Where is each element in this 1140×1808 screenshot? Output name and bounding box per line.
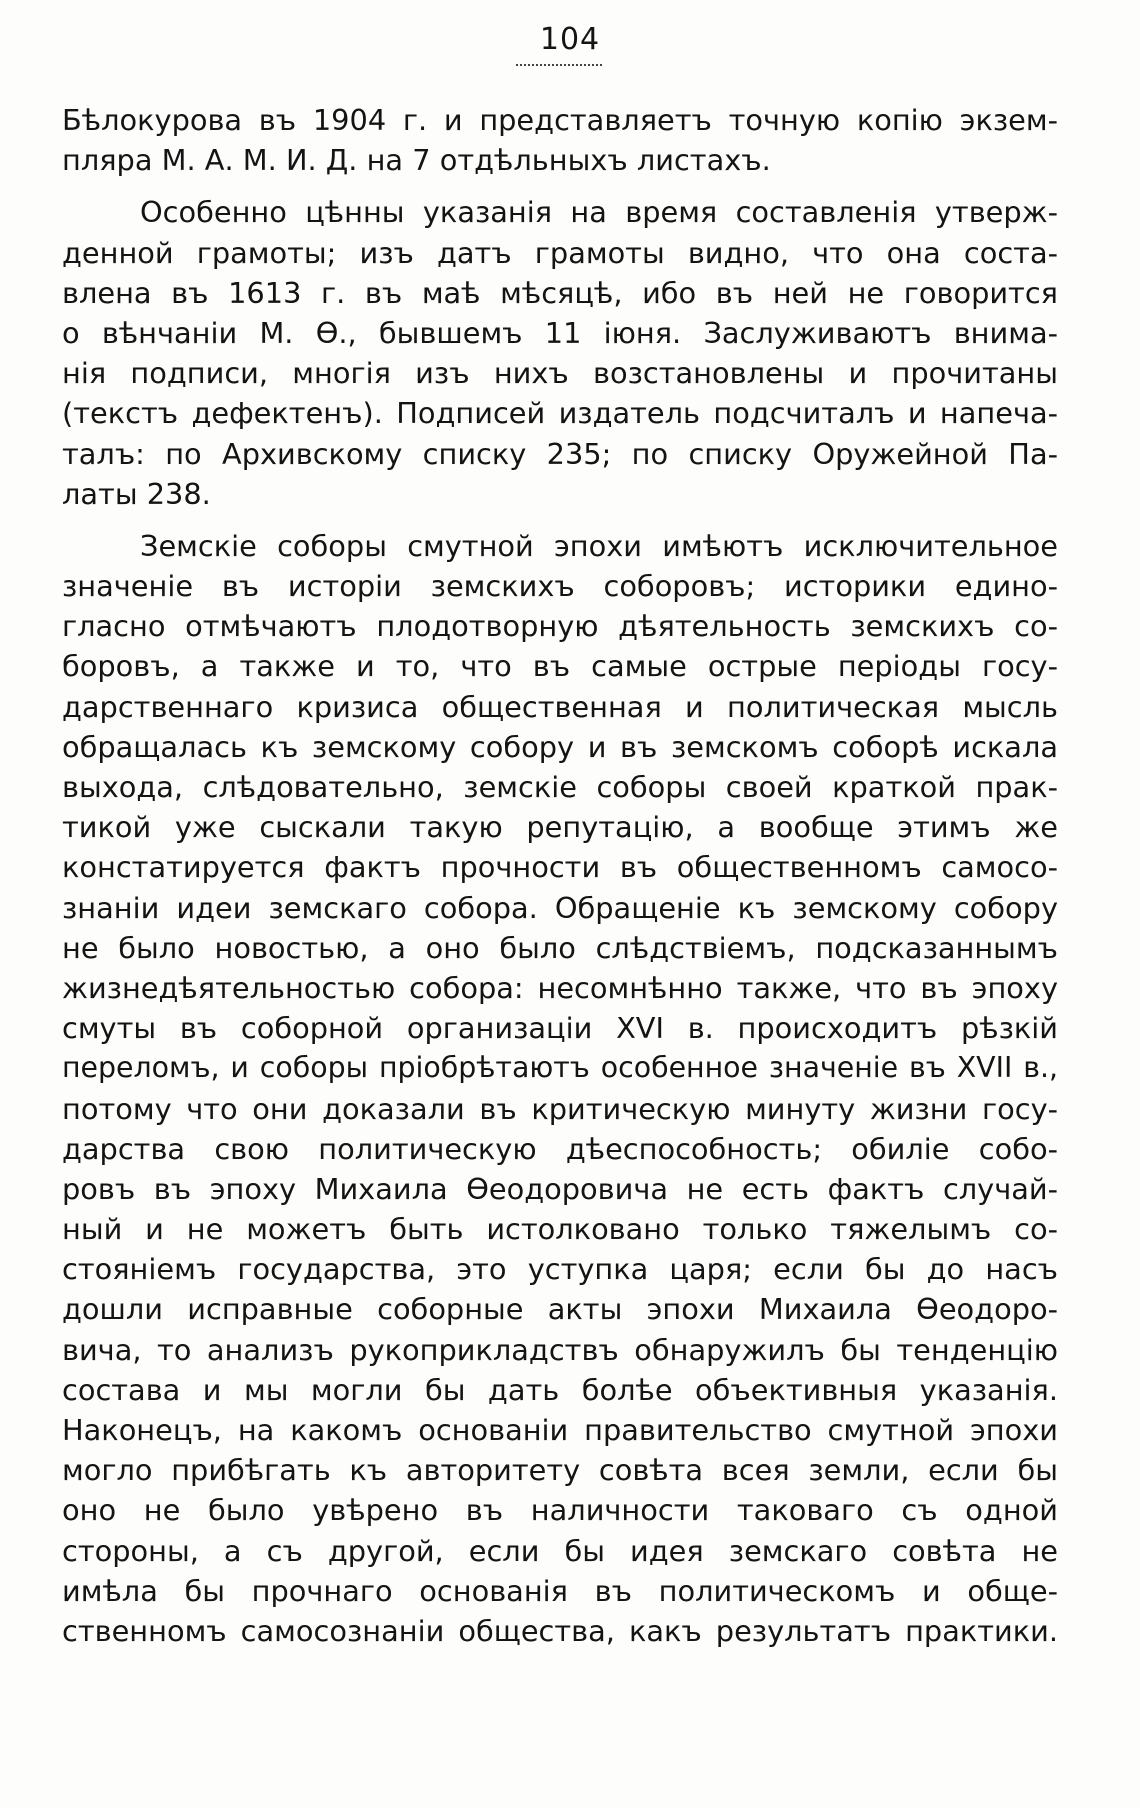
text-line: ный и не можетъ быть истолковано только тяжелымъ со- <box>62 1212 1058 1247</box>
paragraph-3 <box>62 526 1058 1651</box>
text-line: имѣла бы прочнаго основанія въ политическомъ и обще- <box>62 1573 1058 1608</box>
text-line: о вѣнчаніи М. Ѳ., бывшемъ 11 іюня. Заслуживаютъ внима- <box>62 315 1058 350</box>
text-line: ровъ въ эпоху Михаила Ѳеодоровича не есть фактъ случай- <box>62 1171 1058 1206</box>
text-line: нія подписи, многія изъ нихъ возстановлены и прочитаны <box>62 356 1058 391</box>
text-line: вича, то анализъ рукоприкладствъ обнаружилъ бы тенденцію <box>62 1332 1058 1367</box>
text-line: гласно отмѣчаютъ плодотворную дѣятельность земскихъ со- <box>62 609 1058 644</box>
text-line: выхода, слѣдовательно, земскіе соборы своей краткой прак- <box>62 770 1058 804</box>
text-line: Бѣлокурова въ 1904 г. и представляетъ точную копію экзем- <box>62 103 1058 137</box>
text-line: ственномъ самосознаніи общества, какъ результатъ практики. <box>62 1613 1058 1648</box>
text-line: оно не было увѣрено въ наличности таковаго съ одной <box>62 1493 1058 1528</box>
page-number: 104 <box>539 22 601 57</box>
text-line: смуты въ соборной организаціи XVI в. происходитъ рѣзкій <box>62 1011 1058 1046</box>
text-line: обращалась къ земскому собору и въ земскомъ соборѣ искала <box>62 729 1058 764</box>
page-text <box>62 100 1058 1651</box>
text-line: латы 238. <box>62 476 211 511</box>
paragraph-gap <box>62 514 1058 526</box>
text-line: могло прибѣгать къ авторитету совѣта всея земли, если бы <box>62 1453 1058 1488</box>
text-line: стороны, а съ другой, если бы идея земскаго совѣта не <box>62 1533 1058 1568</box>
text-line: жизнедѣятельностью собора: несомнѣнно также, что въ эпоху <box>62 970 1058 1005</box>
paragraph-gap <box>62 180 1058 192</box>
paragraph-2 <box>62 192 1058 514</box>
page-number-rule <box>516 64 602 66</box>
text-line: дарственнаго кризиса общественная и политическая мысль <box>62 689 1058 724</box>
text-line: Особенно цѣнны указанія на время составленія утверж- <box>140 195 1058 230</box>
text-line: (текстъ дефектенъ). Подписей издатель подсчиталъ и напеча- <box>62 396 1058 431</box>
text-line: состава и мы могли бы дать болѣе объективныя указанія. <box>62 1372 1058 1407</box>
text-line: переломъ, и соборы пріобрѣтаютъ особенное значеніе въ XVII в., <box>62 1051 1058 1085</box>
text-line: пляра М. А. М. И. Д. на 7 отдѣльныхъ листахъ. <box>62 143 771 178</box>
text-line: дошли исправные соборные акты эпохи Михаила Ѳеодоро- <box>62 1292 1058 1327</box>
text-line: Наконецъ, на какомъ основаніи правительство смутной эпохи <box>62 1413 1058 1447</box>
paragraph-1 <box>62 100 1058 180</box>
text-line: денной грамоты; изъ датъ грамоты видно, что она соста- <box>62 235 1058 270</box>
text-line: дарства свою политическую дѣеспособность; обиліе собо- <box>62 1131 1058 1166</box>
text-line: констатируется фактъ прочности въ общественномъ самосо- <box>62 850 1058 885</box>
text-line: талъ: по Архивскому списку 235; по списку Оружейной Па- <box>62 436 1058 471</box>
text-line: влена въ 1613 г. въ маѣ мѣсяцѣ, ибо въ ней не говорится <box>62 275 1058 310</box>
text-line: Земскіе соборы смутной эпохи имѣютъ исключительное <box>140 528 1058 563</box>
text-line: не было новостью, а оно было слѣдствіемъ, подсказаннымъ <box>62 930 1058 965</box>
text-line: стояніемъ государства, это уступка царя; если бы до насъ <box>62 1252 1058 1287</box>
text-line: значеніе въ исторіи земскихъ соборовъ; историки едино- <box>62 569 1058 604</box>
text-line: тикой уже сыскали такую репутацію, а вообще этимъ же <box>62 810 1058 845</box>
text-line: знаніи идеи земскаго собора. Обращеніе къ земскому собору <box>62 890 1058 925</box>
text-line: боровъ, а также и то, что въ самые острые періоды госу- <box>62 649 1058 684</box>
text-line: потому что они доказали въ критическую минуту жизни госу- <box>62 1091 1058 1126</box>
